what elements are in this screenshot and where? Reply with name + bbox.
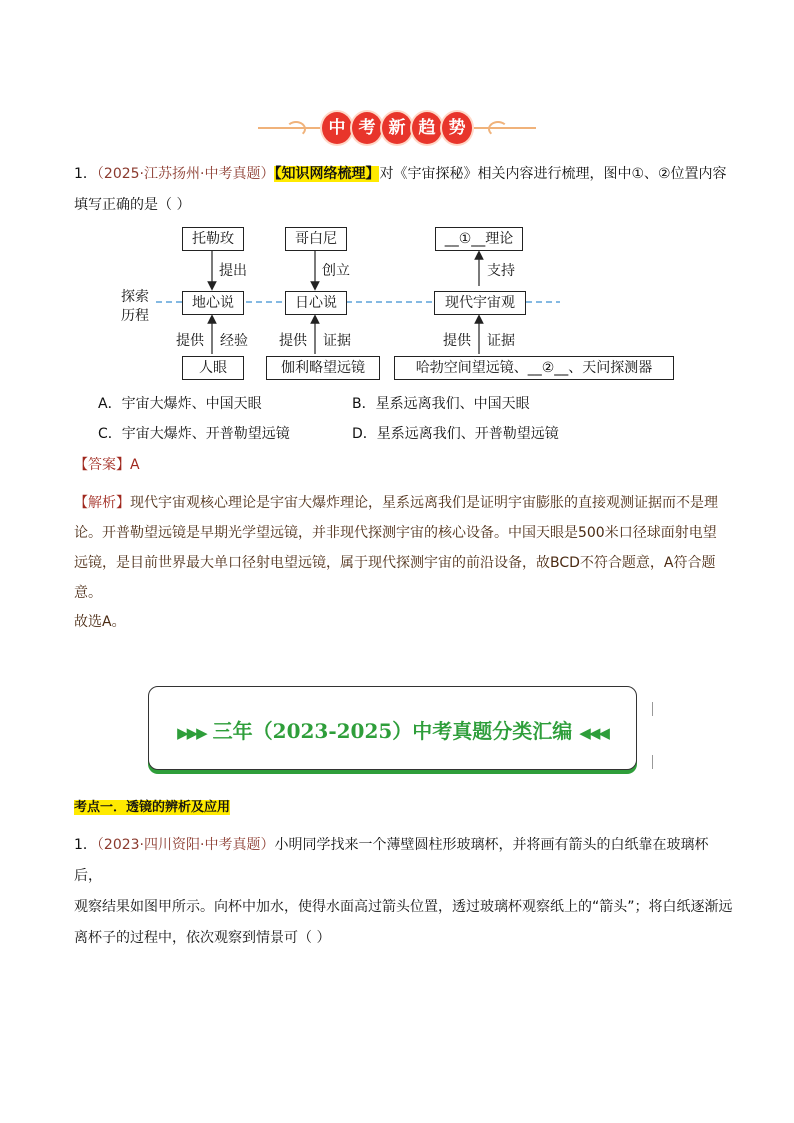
- analysis-line-1: 现代宇宙观核心理论是宇宙大爆炸理论，星系远离我们是证明宇宙膨胀的直接观测证据而不是理: [130, 495, 718, 511]
- knowledge-diagram: [0, 0, 794, 400]
- question-2-line-2: 观察结果如图甲所示。向杯中加水，使得水面高过箭头位置，透过玻璃杯观察纸上的“箭头”；将白纸逐渐远: [74, 899, 733, 915]
- answer-label: 【答案】: [74, 457, 130, 473]
- question-tag: 【知识网络梳理】: [274, 166, 380, 182]
- question-source: （2023·四川资阳·中考真题）: [96, 837, 275, 853]
- box-ptolemy: 托勒玫: [182, 227, 244, 251]
- question-number: 1．: [74, 837, 97, 853]
- arrows-left-icon: ▶▶▶: [177, 724, 206, 742]
- question-2-line-3: 离杯子的过程中，依次观察到情景可（ ）: [74, 930, 331, 946]
- diagram-lines: [0, 0, 794, 400]
- label-provide-2: 提供: [279, 333, 307, 349]
- divider-mark: [652, 755, 653, 769]
- question-2-line-1: 小明同学找来一个薄壁圆柱形玻璃杯，并将画有箭头的白纸靠在玻璃杯后，: [74, 837, 709, 884]
- answer-value: A: [130, 457, 140, 473]
- topic-label: [74, 798, 230, 818]
- box-instruments-blank-2: 哈勃空间望远镜、__②__、天问探测器: [394, 356, 674, 380]
- question-stem-line-2: 填写正确的是（ ）: [74, 197, 191, 213]
- section-title-box: [148, 686, 637, 770]
- question-source: （2025·江苏扬州·中考真题）: [96, 166, 275, 182]
- box-galileo-telescope: 伽利略望远镜: [266, 356, 380, 380]
- analysis-line-2: 论。开普勒望远镜是早期光学望远镜，并非现代探测宇宙的核心设备。中国天眼是500米口径球面射电望: [74, 525, 717, 541]
- side-label-process: 历程: [121, 308, 149, 324]
- label-experience: 经验: [220, 333, 248, 349]
- box-modern-cosmology: 现代宇宙观: [434, 291, 526, 315]
- analysis-label: 【解析】: [74, 495, 130, 511]
- question-2: [74, 830, 734, 954]
- option-c: C．宇宙大爆炸、开普勒望远镜: [98, 426, 290, 442]
- section-title: [149, 715, 636, 744]
- banner-char: 新: [382, 112, 412, 144]
- label-provide-1: 提供: [176, 333, 204, 349]
- label-evidence-3: 证据: [487, 333, 515, 349]
- label-create: 创立: [322, 263, 350, 279]
- answer-line: [74, 455, 140, 475]
- banner-char: 中: [322, 112, 352, 144]
- arrows-right-icon: ◀◀◀: [579, 724, 608, 742]
- conclusion: 故选A。: [74, 614, 126, 630]
- divider-mark: [652, 702, 653, 716]
- topic-label-text: 考点一．透镜的辨析及应用: [74, 800, 231, 815]
- label-evidence-2: 证据: [323, 333, 351, 349]
- label-support: 支持: [487, 263, 515, 279]
- box-geocentric: 地心说: [182, 291, 244, 315]
- box-copernicus: 哥白尼: [285, 227, 347, 251]
- analysis-block: [74, 488, 734, 608]
- box-human-eye: 人眼: [182, 356, 244, 380]
- box-heliocentric: 日心说: [285, 291, 347, 315]
- section-title-text: 三年（2023-2025）中考真题分类汇编: [212, 719, 573, 743]
- label-propose: 提出: [219, 263, 247, 279]
- banner-char: 考: [352, 112, 382, 144]
- option-d: D．星系远离我们、开普勒望远镜: [352, 426, 559, 442]
- banner-char: 势: [442, 112, 472, 144]
- option-b: B．星系远离我们、中国天眼: [352, 396, 530, 412]
- question-number: 1．: [74, 166, 97, 182]
- side-label-explore: 探索: [121, 289, 149, 305]
- banner-char: 趋: [412, 112, 442, 144]
- option-a: A．宇宙大爆炸、中国天眼: [98, 396, 262, 412]
- question-stem-line-1: 对《宇宙探秘》相关内容进行梳理，图中①、②位置内容: [379, 166, 727, 182]
- analysis-line-3: 远镜，是目前世界最大单口径射电望远镜，属于现代探测宇宙的前沿设备，故BCD不符合题意，A符合题: [74, 555, 716, 571]
- analysis-line-4: 意。: [74, 585, 102, 601]
- label-provide-3: 提供: [443, 333, 471, 349]
- box-theory-blank-1: __①__理论: [435, 227, 523, 251]
